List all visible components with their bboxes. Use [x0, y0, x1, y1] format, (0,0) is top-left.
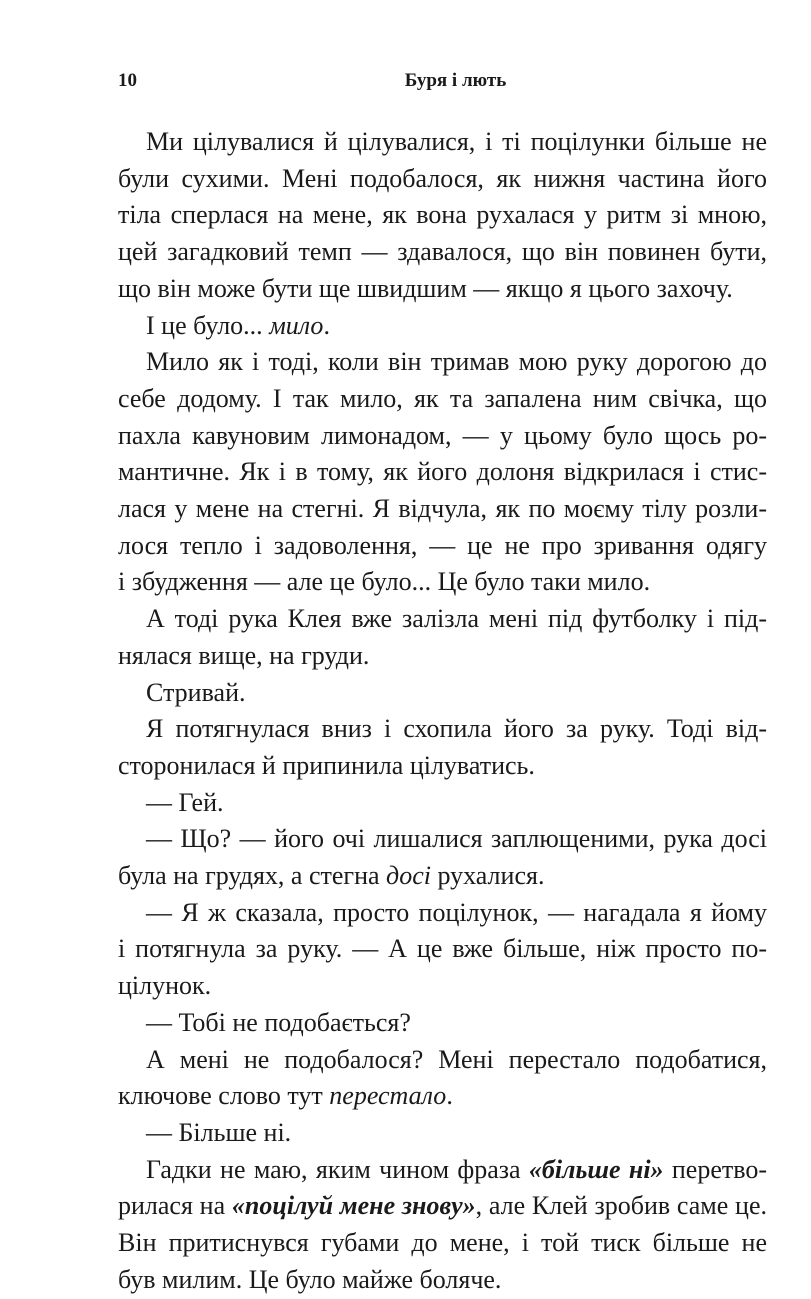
text-segment: перестало: [329, 1081, 447, 1111]
text-line: [118, 1152, 767, 1189]
page-number: 10: [118, 70, 137, 91]
text-segment: рилася на: [118, 1191, 232, 1221]
text-segment: А мені не подобалося? Мені перестало подобатися,: [146, 1044, 767, 1074]
text-segment: що він може бути ще швидшим — якщо я цього захочу.: [118, 273, 733, 303]
text-line: [118, 1042, 767, 1079]
text-line: [118, 675, 767, 712]
text-line: [118, 197, 767, 234]
text-segment: перетво-: [663, 1154, 767, 1184]
text-segment: рухалися.: [430, 861, 545, 891]
text-segment: цілунок.: [118, 971, 212, 1001]
text-segment: — Що? — його очі лишалися заплющеними, рука досі: [146, 824, 767, 854]
text-segment: тіла сперлася на мене, як вона рухалася у ритм зі мною,: [118, 200, 767, 230]
text-segment: мило: [269, 310, 324, 340]
text-segment: і потягнула за руку. — А це вже більше, ніж просто по-: [118, 934, 767, 964]
text-segment: мантичне. Як і в тому, як його долоня відкрилася і стис-: [118, 457, 767, 487]
text-line: [118, 124, 767, 161]
text-line: [118, 895, 767, 932]
text-line: [118, 1225, 767, 1262]
text-segment: Він притиснувся губами до мене, і той тиск більше не: [118, 1228, 767, 1258]
text-line: [118, 968, 767, 1005]
text-segment: А тоді рука Клея вже залізла мені під футболку і під-: [146, 604, 767, 634]
text-line: [118, 308, 767, 345]
text-line: [118, 491, 767, 528]
text-line: [118, 858, 767, 895]
text-segment: нялася вище, на груди.: [118, 640, 370, 670]
text-line: [118, 785, 767, 822]
text-line: [118, 1188, 767, 1225]
text-line: [118, 1078, 767, 1115]
text-segment: Стривай.: [146, 677, 246, 707]
text-segment: були сухими. Мені подобалося, як нижня частина його: [118, 163, 767, 193]
book-title: Буря і лють: [404, 70, 507, 91]
text-segment: і збудження — але це було... Це було таки мило.: [118, 567, 651, 597]
text-line: [118, 528, 767, 565]
text-segment: Ми цілувалися й цілувалися, і ті поцілунки більше не: [146, 127, 767, 156]
text-line: [118, 1005, 767, 1042]
text-segment: «поцілуй мене знову»: [231, 1191, 476, 1221]
text-segment: цей загадковий темп — здавалося, що він повинен бути,: [118, 237, 767, 267]
text-segment: І це було...: [146, 310, 270, 340]
text-segment: пахла кавуновим лимонадом, — у цьому було щось ро-: [118, 420, 767, 450]
body-text: [118, 124, 767, 1299]
text-segment: ключове слово тут: [118, 1081, 330, 1111]
text-line: [118, 1115, 767, 1152]
text-segment: — Я ж сказала, просто поцілунок, — нагадала я йому: [146, 897, 767, 927]
text-line: [118, 821, 767, 858]
text-line: [118, 748, 767, 785]
text-line: [118, 161, 767, 198]
text-segment: , але Клей зробив саме це.: [475, 1191, 767, 1221]
text-segment: .: [446, 1081, 453, 1111]
text-segment: був милим. Це було майже боляче.: [118, 1264, 502, 1294]
text-line: [118, 234, 767, 271]
text-segment: — Тобі не подобається?: [146, 1007, 411, 1037]
text-segment: лося тепло і задоволення, — це не про зривання одягу: [118, 530, 767, 560]
text-segment: Мило як і тоді, коли він тримав мою руку дорогою до: [146, 347, 767, 377]
text-line: [118, 454, 767, 491]
running-header: [118, 70, 767, 96]
text-segment: — Гей.: [146, 787, 224, 817]
text-line: [118, 638, 767, 675]
text-line: [118, 601, 767, 638]
text-segment: лася у мене на стегні. Я відчула, як по моєму тілу розли-: [118, 494, 767, 524]
text-segment: досі: [386, 861, 431, 891]
text-segment: була на грудях, а стегна: [118, 861, 387, 891]
text-segment: сторонилася й припинила цілуватись.: [118, 750, 535, 780]
text-segment: .: [323, 310, 330, 340]
text-line: [118, 564, 767, 601]
text-segment: — Більше ні.: [146, 1117, 292, 1147]
text-segment: Гадки не маю, яким чином фраза: [146, 1154, 529, 1184]
text-line: [118, 271, 767, 308]
text-line: [118, 711, 767, 748]
text-segment: себе додому. І так мило, як та запалена ним свічка, що: [118, 383, 767, 413]
text-line: [118, 418, 767, 455]
text-line: [118, 1262, 767, 1299]
text-line: [118, 344, 767, 381]
text-line: [118, 381, 767, 418]
text-segment: «більше ні»: [528, 1154, 664, 1184]
text-segment: Я потягнулася вниз і схопила його за руку. Тоді від-: [146, 714, 767, 744]
text-line: [118, 931, 767, 968]
